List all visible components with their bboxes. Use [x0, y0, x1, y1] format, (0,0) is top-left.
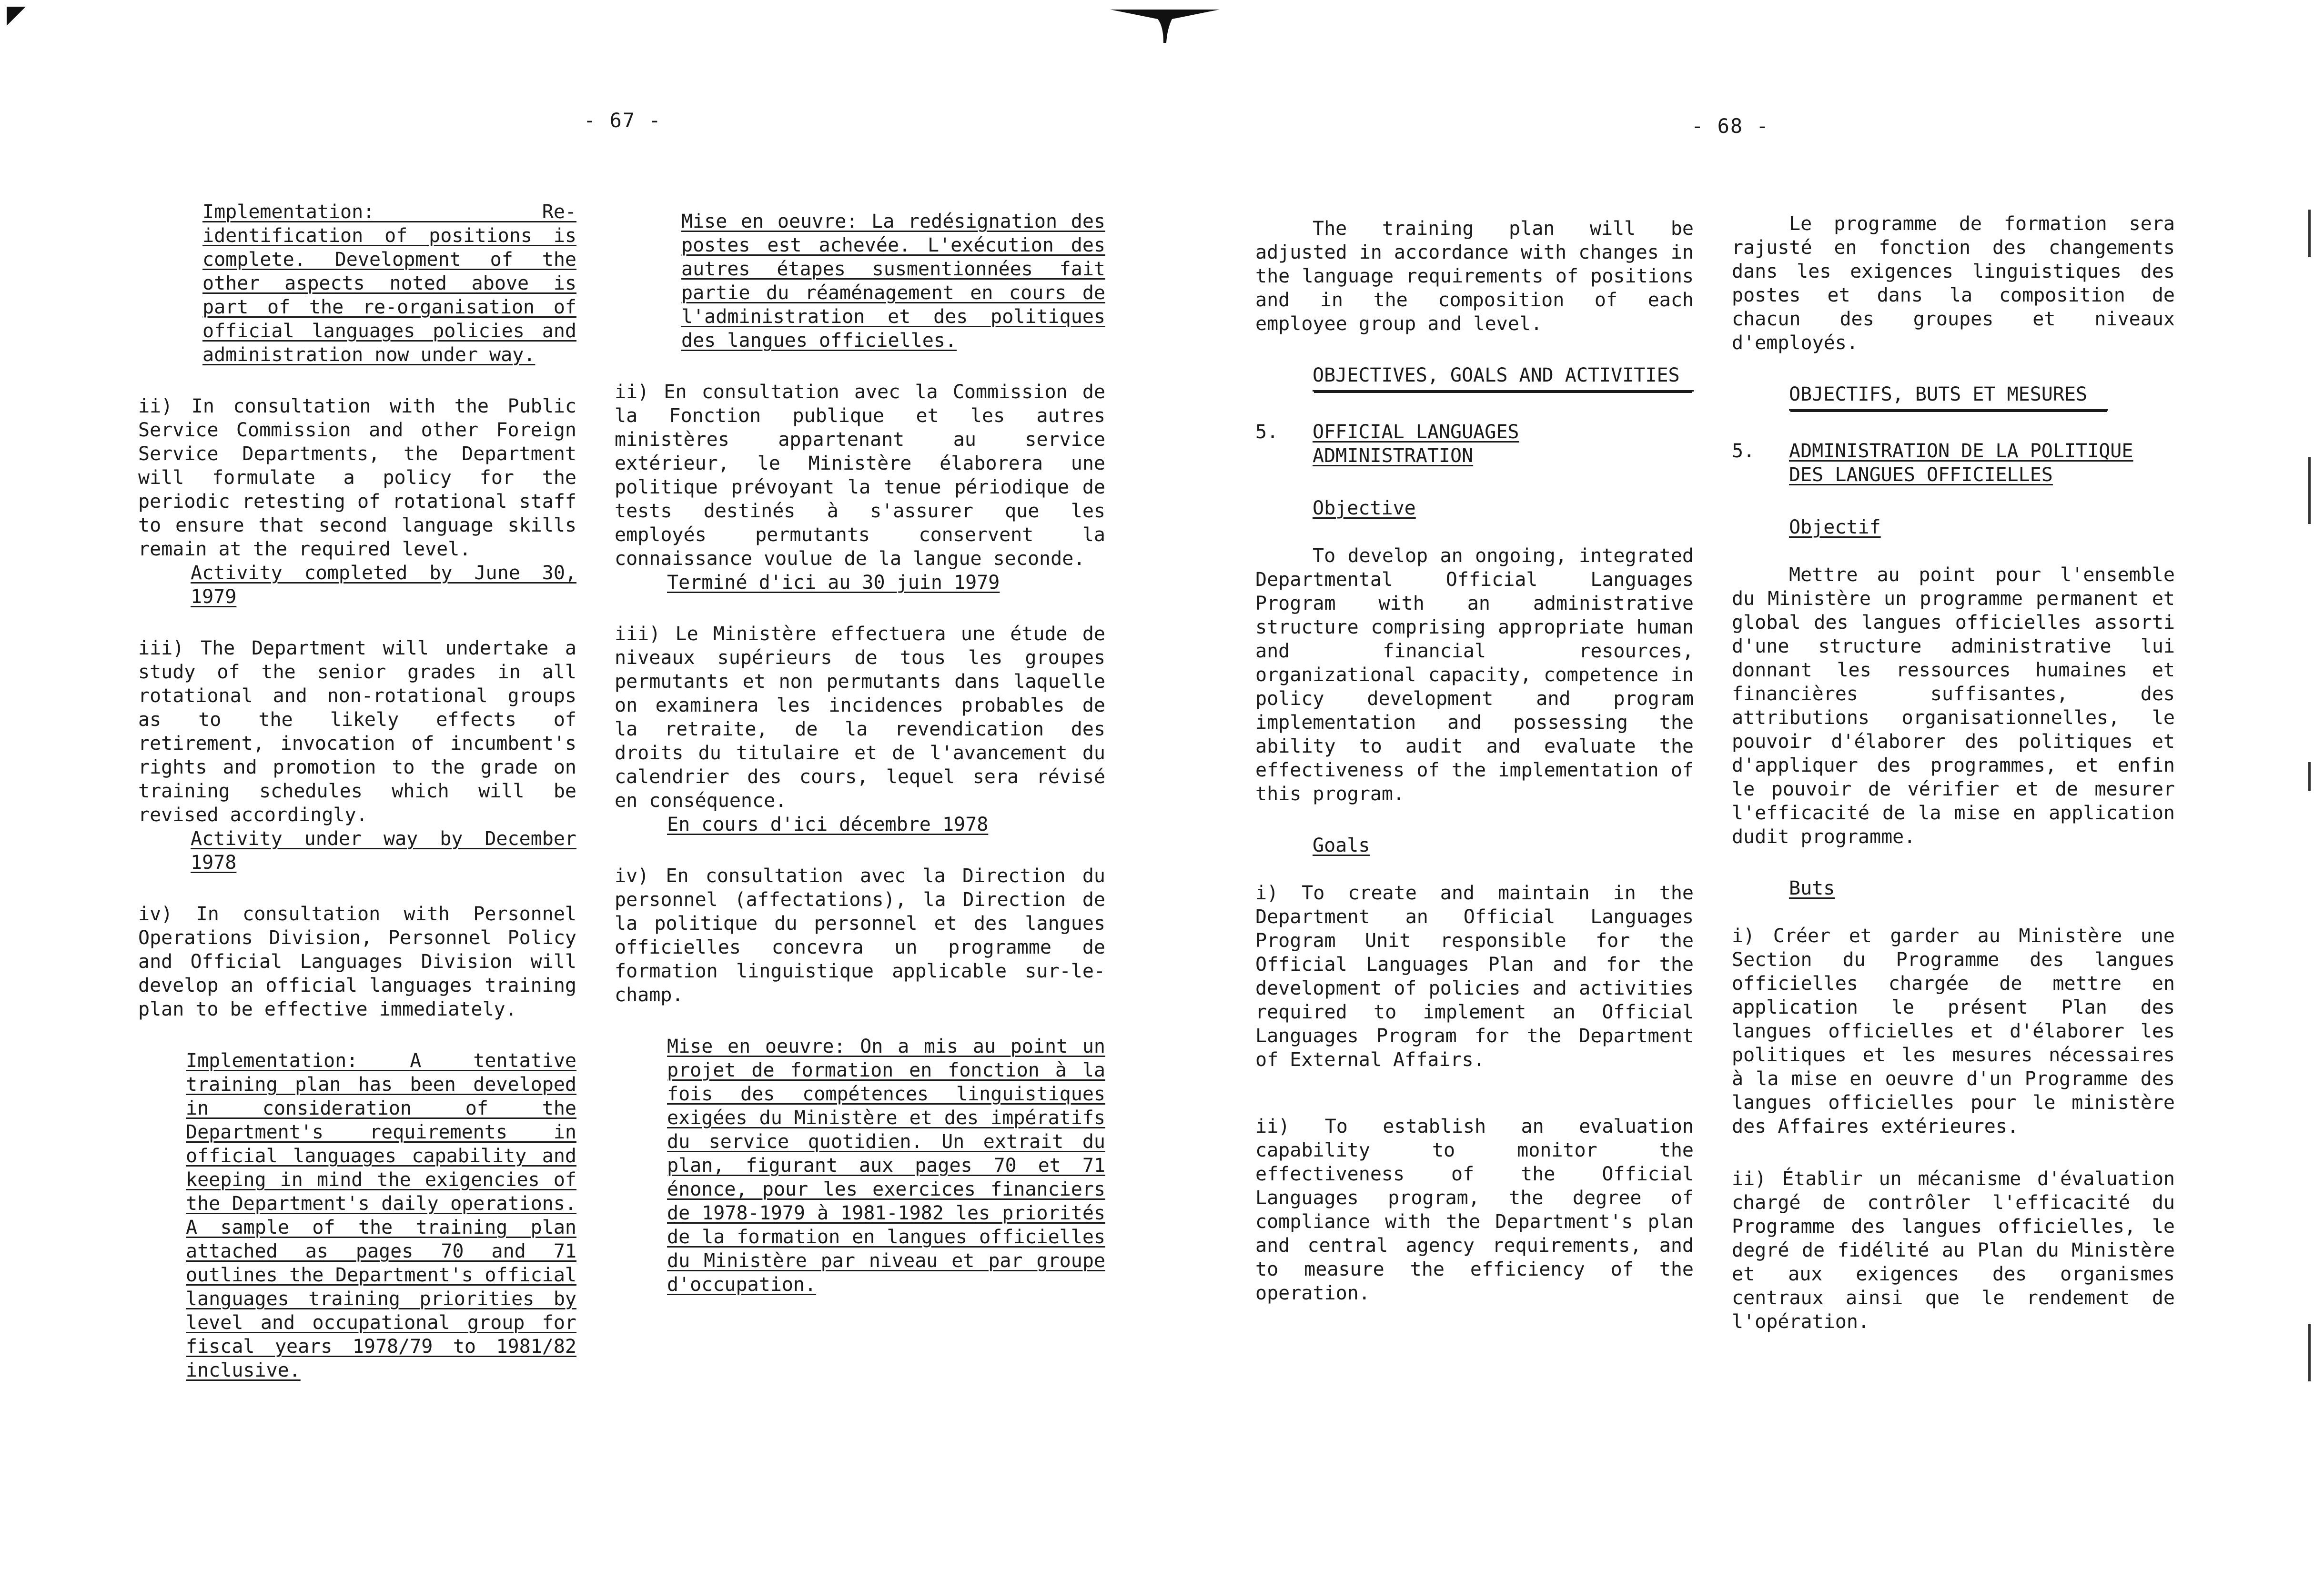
list-item: iv) En consultation avec la Direction du personnel (affectations), la Direction de la politique du personnel et des langues officielles concevra un programme de formation linguistique applicable sur-le-champ.: [615, 865, 1105, 1006]
list-item: ii) En consultation avec la Commission de la Fonction publique et les autres ministères appartenant au service extérieur, le Ministère élaborera une politique prévoyant la tenue périodique de tests destinés à s'assurer que les employés permutants conservent la connaissance voulue de la langue seconde. Terminé d'ici au 30 juin 1979: [615, 381, 1105, 594]
list-item: iii) The Department will undertake a study of the senior grades in all rotational and non-rotational groups as to the likely effects of retirement, invocation of incumbent's rights and promotion to the grade on training schedules which will be revised accordingly. Activity under way by December 1978: [138, 637, 576, 874]
objective-label: Objectif: [1789, 516, 1881, 538]
implementation-note: Implementation: A tentative training plan has been developed in consideration of the Department's requirements in official languages capability and keeping in mind the exigencies of the Department's daily operations. A sample of the training plan attached as pages 70 and 71 outlines the Department's official languages training priorities by level and occupational group for fiscal years 1978/79 to 1981/82 inclusive.: [186, 1050, 576, 1381]
objective-paragraph: Mettre au point pour l'ensemble du Ministère un programme permanent et global des langues officielles assorti d'une structure administrative lui donnant les ressources humaines et financières suffisantes, des attributions organisationnelles, le pouvoir d'élaborer des politiques et d'appliquer des programmes, et enfin le pouvoir de vérifier et de mesurer l'efficacité de la mise en application dudit programme.: [1732, 564, 2175, 848]
english-column: [138, 200, 576, 1410]
page-number: - 68 -: [1691, 114, 1769, 138]
objective-paragraph: To develop an ongoing, integrated Departmental Official Languages Program with an administrative structure comprising appropriate human and financial resources, organizational capacity, competence in policy development and program implementation and possessing the ability to audit and evaluate the effectiveness of the implementation of this program.: [1255, 545, 1694, 805]
implementation-note: Mise en oeuvre: On a mis au point un projet de formation en fonction à la fois des compétences linguistiques exigées du Ministère et des impératifs du service quotidien. Un extrait du plan, figurant aux pages 70 et 71 énonce, pour les exercices financiers de 1978-1979 à 1981-1982 les priorités de la formation en langues officielles du Ministère par niveau et par groupe d'occupation.: [667, 1036, 1105, 1296]
list-item: iv) In consultation with Personnel Operations Division, Personnel Policy and Official Languages Division will develop an official languages training plan to be effective immediately.: [138, 903, 576, 1020]
goal-item: ii) To establish an evaluation capability to monitor the effectiveness of the Official Languages program, the degree of compliance with the Department's plan and central agency requirements, and to measure the efficiency of the operation.: [1255, 1116, 1694, 1304]
french-column: [1732, 212, 2175, 1361]
goal-item: i) To create and maintain in the Department an Official Languages Program Unit responsible for the Official Languages Plan and for the development of policies and activities required to implement an Official Languages Program for the Department of External Affairs.: [1255, 882, 1694, 1071]
goals-label: Buts: [1789, 877, 1835, 899]
intro-paragraph: The training plan will be adjusted in accordance with changes in the language requirements of positions and in the composition of each employee group and level.: [1255, 218, 1694, 335]
goals-label: Goals: [1313, 835, 1370, 856]
status-line: Terminé d'ici au 30 juin 1979: [667, 572, 1000, 594]
list-item: iii) Le Ministère effectuera une étude de niveaux supérieurs de tous les groupes permutants et non permutants dans laquelle on examinera les incidences probables de la retraite, de la revendication des droits du titulaire et de l'avancement du calendrier des cours, lequel sera révisé en conséquence. En cours d'ici décembre 1978: [615, 623, 1105, 835]
status-line: En cours d'ici décembre 1978: [667, 814, 989, 835]
intro-paragraph: Le programme de formation sera rajusté en fonction des changements dans les exigences linguistiques des postes et dans la composition de chacun des groupes et niveaux d'employés.: [1732, 213, 2175, 354]
goal-item: ii) Établir un mécanisme d'évaluation chargé de contrôler l'efficacité du Programme des langues officielles, le degré de fidélité au Plan du Ministère et aux exigences des organismes centraux ainsi que le rendement de l'opération.: [1732, 1168, 2175, 1333]
implementation-note: Mise en oeuvre: La redésignation des postes est achevée. L'exécution des autres étapes susmentionnées fait partie du réaménagement en cours de l'administration et des politiques des langues officielles.: [681, 211, 1105, 352]
page-68: [1162, 0, 2324, 1580]
implementation-note: Implementation: Re-identification of positions is complete. Development of the other aspects noted above is part of the re-organisation of official languages policies and administration now under way.: [202, 201, 576, 366]
status-line: Activity completed by June 30, 1979: [191, 562, 576, 608]
status-line: Activity under way by December 1978: [191, 828, 576, 874]
objective-label: Objective: [1313, 497, 1416, 519]
subsection-heading: 5. ADMINISTRATION DE LA POLITIQUE DES LANGUES OFFICIELLES: [1732, 440, 2133, 486]
subsection-heading: 5. OFFICIAL LANGUAGES ADMINISTRATION: [1255, 421, 1519, 467]
section-heading: OBJECTIVES, GOALS AND ACTIVITIES: [1255, 363, 1694, 392]
goal-item: i) Créer et garder au Ministère une Section du Programme des langues officielles chargée de mettre en application le présent Plan des langues officielles et d'élaborer les politiques et les mesures nécessaires à la mise en oeuvre d'un Programme des langues officielles pour le ministère des Affaires extérieures.: [1732, 925, 2175, 1137]
english-column: [1255, 217, 1694, 1333]
page-number: - 67 -: [584, 109, 662, 132]
list-item: ii) In consultation with the Public Service Commission and other Foreign Service Departments, the Department will formulate a policy for the periodic retesting of rotational staff to ensure that second language skills remain at the required level. Activity completed by June 30, 1979: [138, 395, 576, 608]
section-heading: OBJECTIFS, BUTS ET MESURES: [1732, 382, 2108, 411]
french-column: [615, 210, 1105, 1324]
